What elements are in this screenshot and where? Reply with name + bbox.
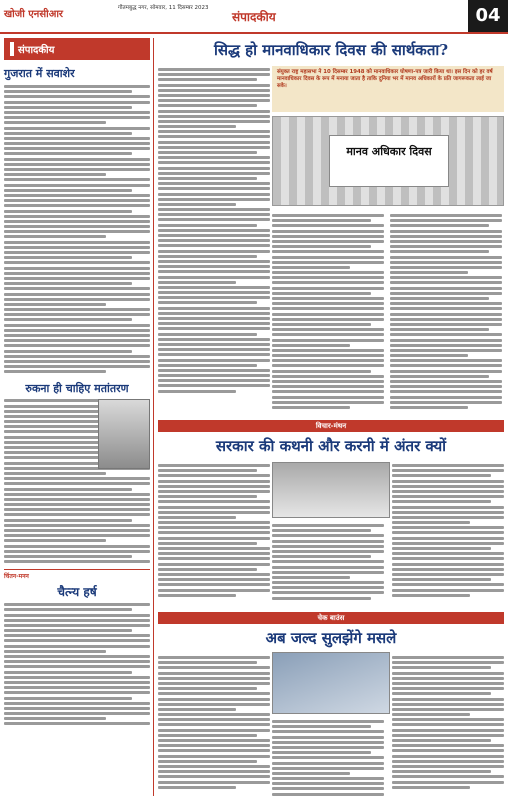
author-photo [98, 399, 150, 469]
check-bounce-strip: चेक बाउंस [158, 612, 504, 624]
main-article-column-3 [390, 212, 502, 411]
cheque-image [272, 652, 390, 714]
supreme-court-image [272, 462, 390, 518]
third-article-column-1 [158, 654, 270, 791]
third-article-column-3 [392, 654, 504, 791]
third-article-column-2 [272, 718, 384, 798]
left-headline-2: रुकना ही चाहिए मतांतरण [25, 382, 129, 396]
page-number: 04 [468, 0, 508, 32]
left-article-3-body [4, 603, 150, 725]
left-article-1-body [4, 85, 150, 373]
human-rights-image [272, 116, 504, 206]
dateline: गौतमबुद्ध नगर, सोमवार, 11 दिसम्बर 2023 [118, 5, 209, 11]
column-divider [153, 38, 154, 796]
third-headline: अब जल्द सुलझेंगे मसले [265, 629, 397, 647]
left-column [4, 38, 150, 796]
editorial-bar-icon [10, 42, 14, 56]
second-article-column-1 [158, 462, 270, 599]
masthead [0, 0, 508, 34]
main-headline: सिद्ध हो मानवाधिकार दिवस की सार्थकता? [213, 41, 449, 59]
newspaper-logo: खोजी एनसीआर [4, 9, 64, 20]
second-article-column-2 [272, 522, 384, 602]
section-title: संपादकीय [232, 10, 276, 24]
image-caption-text: मानव अधिकार दिवस [329, 135, 449, 187]
second-article-column-3 [392, 462, 504, 599]
left-headline-3: चैत्न्य हर्ष [57, 585, 97, 600]
second-headline: सरकार की कथनी और करनी में अंतर क्यों [215, 437, 447, 455]
editorial-label [4, 38, 150, 60]
left-article-2-body [4, 399, 150, 563]
chintan-label: चिंतन-मनन [4, 569, 150, 580]
main-article-column-1 [158, 66, 270, 395]
editorial-label-text: संपादकीय [18, 45, 55, 56]
highlight-quote: संयुक्त राष्ट्र महासभा ने 10 दिसम्बर 1948 को मानवाधिकार घोषणा-पत्र जारी किया था। इस दिन को हर वर्ष मानवाधिकार दिवस के रूप में मनाया जाता है ताकि दुनिया भर में मानव अधिकारों के प्रति जागरूकता लाई जा सके। [272, 66, 504, 112]
left-headline-1: गुजरात में सवाशेर [4, 67, 75, 80]
main-article-column-2 [272, 212, 384, 411]
vichar-manthan-strip: विचार-मंथन [158, 420, 504, 432]
